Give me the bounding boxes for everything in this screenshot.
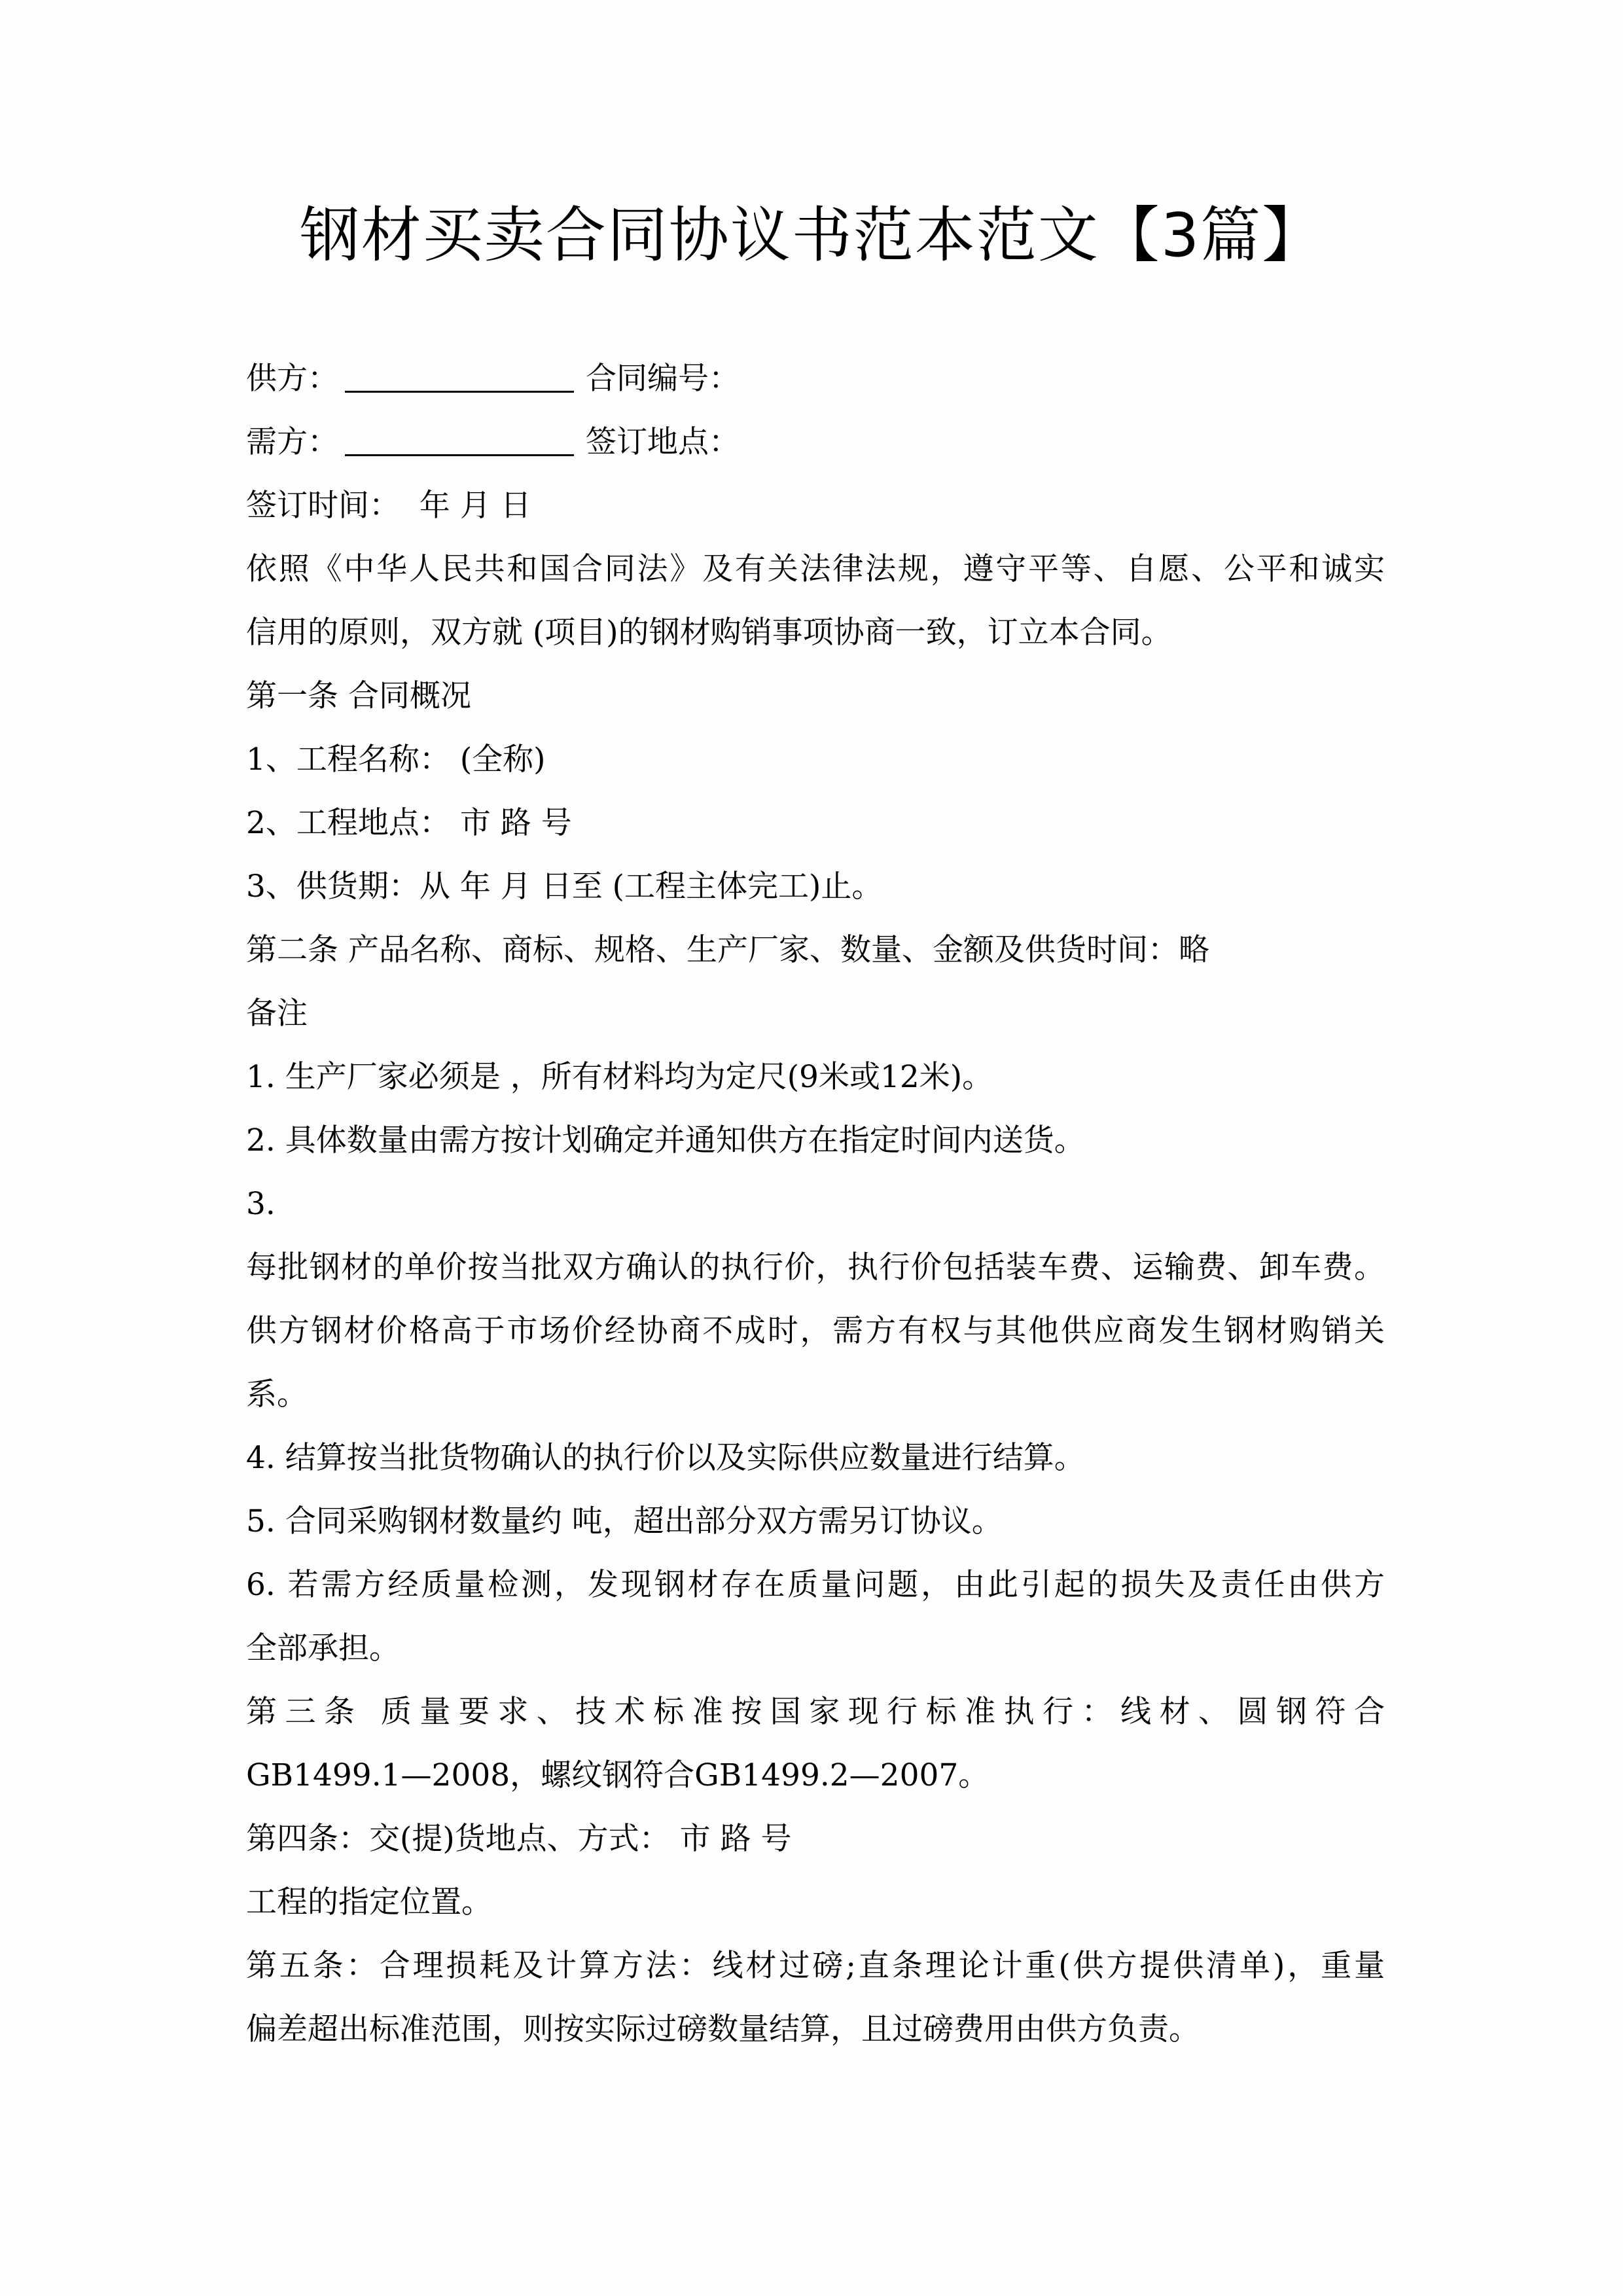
article-4-line-2: 工程的指定位置。 <box>246 1884 492 1920</box>
remark-3-line-1: 每批钢材的单价按当批双方确认的执行价，执行价包括装车费、运输费、卸车费。 <box>246 1249 1385 1285</box>
remark-6-line-1: 6. 若需方经质量检测，发现钢材存在质量问题，由此引起的损失及责任由供方 <box>246 1567 1385 1603</box>
remarks-heading: 备注 <box>246 996 308 1031</box>
supplier-row <box>246 347 1385 410</box>
article-5-line-1: 第五条：合理损耗及计算方法：线材过磅;直条理论计重(供方提供清单)，重量 <box>246 1948 1385 1984</box>
article-2-heading: 第二条 产品名称、商标、规格、生产厂家、数量、金额及供货时间：略 <box>246 932 1209 968</box>
supplier-label: 供方： <box>246 361 338 397</box>
buyer-row <box>246 410 1385 474</box>
remark-1: 1. 生产厂家必须是 ，所有材料均为定尺(9米或12米)。 <box>246 1059 993 1095</box>
preamble-line-1: 依照《中华人民共和国合同法》及有关法律法规，遵守平等、自愿、公平和诚实 <box>246 551 1385 587</box>
article-5-line-2: 偏差超出标准范围，则按实际过磅数量结算，且过磅费用由供方负责。 <box>246 2011 1200 2047</box>
article-3-line-1: 第三条 质量要求、技术标准按国家现行标准执行：线材、圆钢符合 <box>246 1694 1385 1730</box>
article-1-heading: 第一条 合同概况 <box>246 678 471 714</box>
remark-6-line-2: 全部承担。 <box>246 1630 400 1666</box>
preamble-line-2: 信用的原则，双方就 (项目)的钢材购销事项协商一致，订立本合同。 <box>246 615 1172 651</box>
article-1-item-1: 1、工程名称： (全称) <box>246 742 546 778</box>
remark-3-line-2: 供方钢材价格高于市场价经协商不成时，需方有权与其他供应商发生钢材购销关 <box>246 1313 1385 1349</box>
document-body <box>246 347 1385 2061</box>
article-3-line-2: GB1499.1—2008，螺纹钢符合GB1499.2—2007。 <box>246 1757 990 1793</box>
article-1-item-3: 3、供货期：从 年 月 日至 (工程主体完工)止。 <box>246 869 883 905</box>
article-4-line-1: 第四条：交(提)货地点、方式： 市 路 号 <box>246 1821 792 1857</box>
remark-2: 2. 具体数量由需方按计划确定并通知供方在指定时间内送货。 <box>246 1122 1085 1158</box>
remark-3-line-3: 系。 <box>246 1376 308 1412</box>
remark-5: 5. 合同采购钢材数量约 吨，超出部分双方需另订协议。 <box>246 1503 1003 1539</box>
buyer-blank-field <box>345 454 574 456</box>
document-title: 钢材买卖合同协议书范本范文【3篇】 <box>299 200 1324 270</box>
article-1-item-2: 2、工程地点： 市 路 号 <box>246 805 572 841</box>
remark-3-number: 3. <box>246 1186 276 1222</box>
contract-number-label: 合同编号： <box>586 361 740 397</box>
sign-place-label: 签订地点： <box>586 424 740 460</box>
remark-4: 4. 结算按当批货物确认的执行价以及实际供应数量进行结算。 <box>246 1440 1085 1476</box>
supplier-blank-field <box>345 391 574 393</box>
buyer-label: 需方： <box>246 424 338 460</box>
sign-time-row: 签订时间： 年 月 日 <box>246 488 531 524</box>
